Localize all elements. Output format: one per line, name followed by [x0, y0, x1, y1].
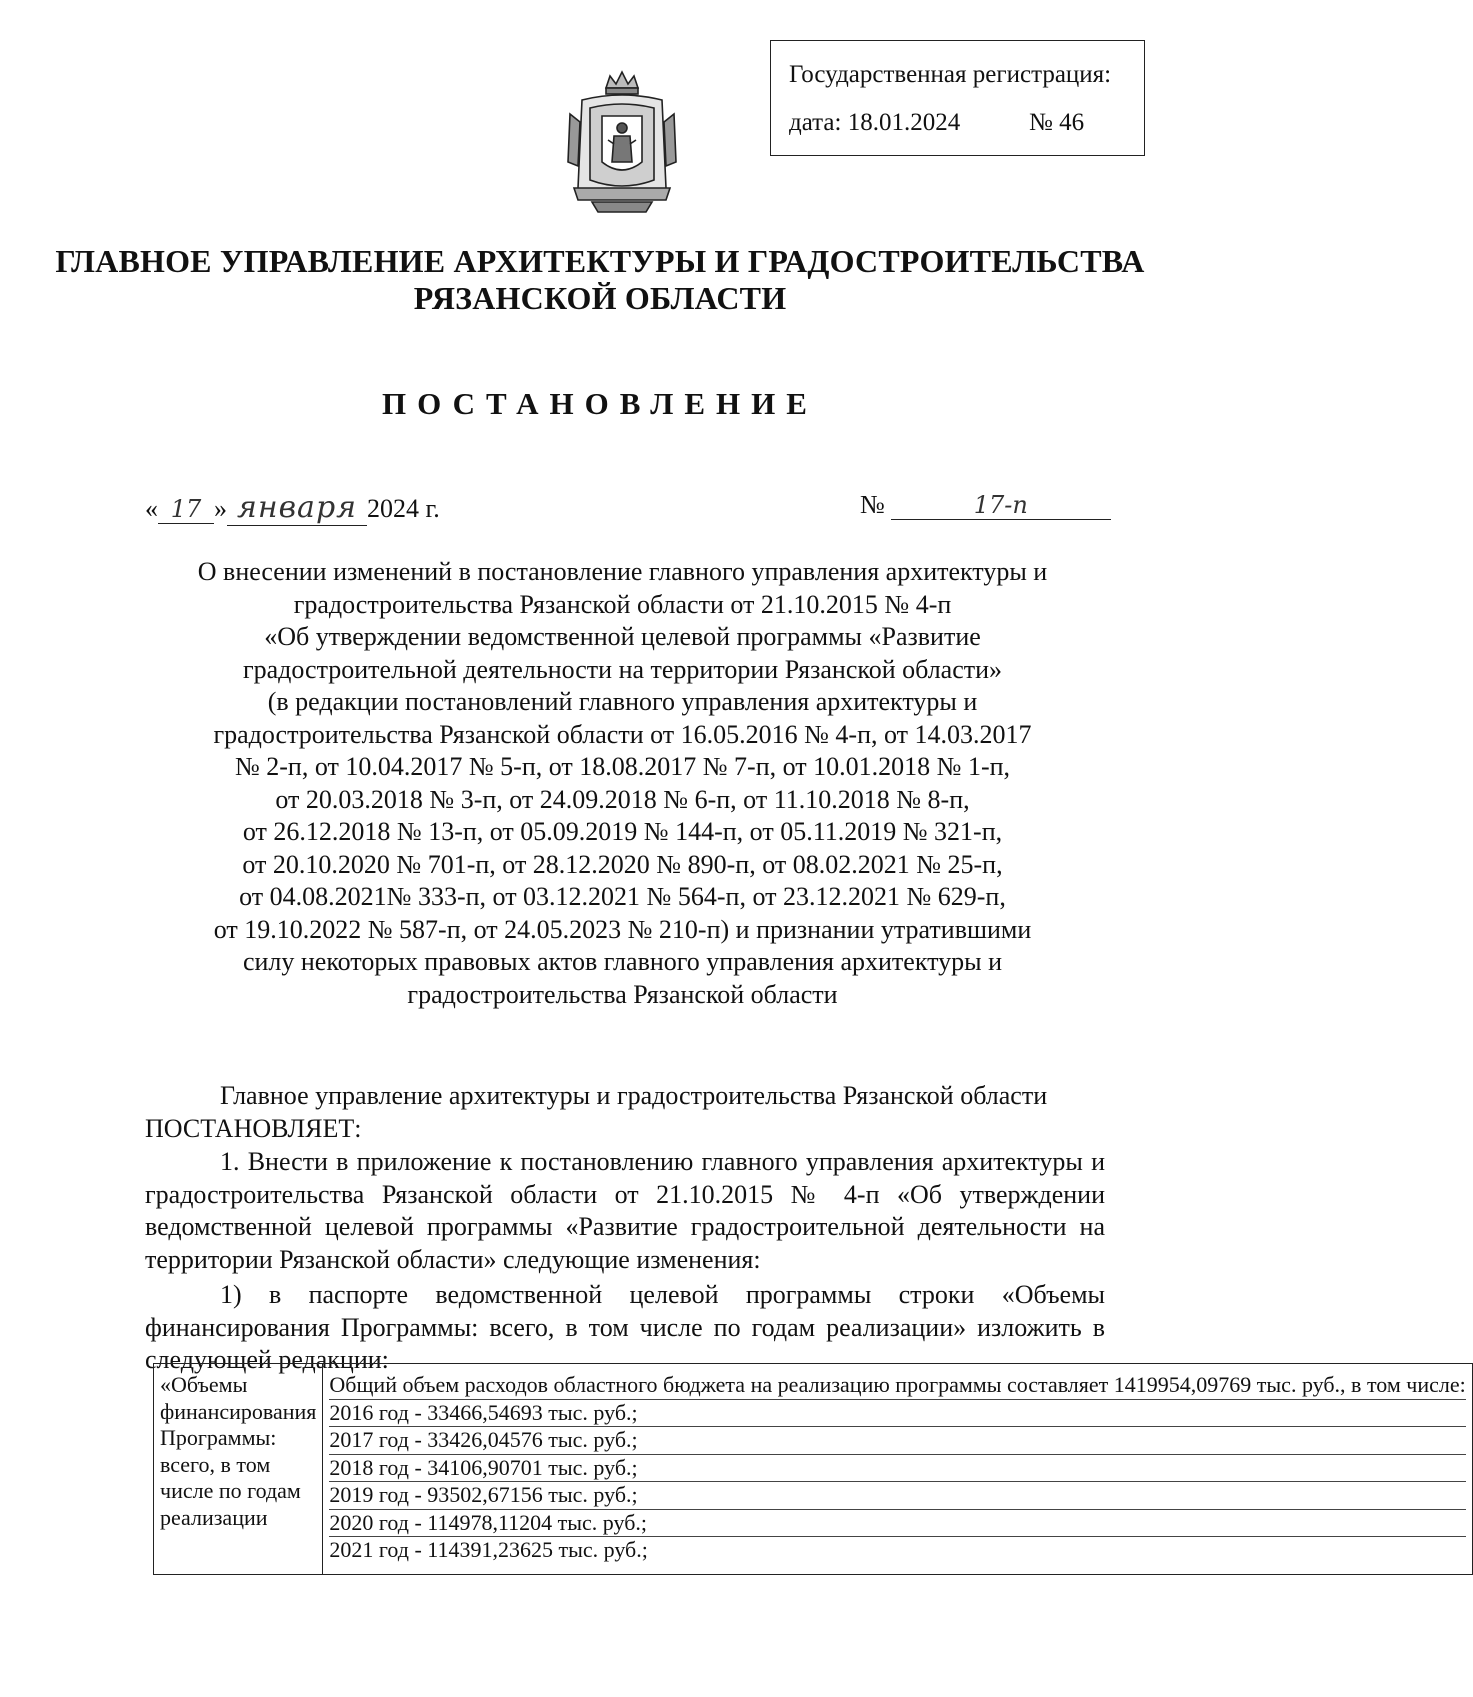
financing-values-cell — [323, 1364, 1472, 1575]
date-open-quote: « — [145, 494, 158, 523]
date-close-quote: » — [214, 494, 227, 523]
financing-table — [153, 1363, 1473, 1575]
document-title — [140, 556, 1105, 1011]
financing-year-row: 2020 год - 114978,11204 тыс. руб.; — [329, 1510, 1465, 1538]
registration-details — [789, 109, 1085, 137]
handwritten-day: 17 — [158, 495, 214, 524]
title-line: № 2-п, от 10.04.2017 № 5-п, от 18.08.2017 № 7-п, от 10.01.2018 № 1-п, — [234, 752, 1011, 781]
body-intro: Главное управление архитектуры и градостроительства Рязанской области — [220, 1081, 1048, 1110]
title-line: градостроительства Рязанской области от 21.10.2015 № 4-п — [293, 589, 952, 619]
table-row — [154, 1364, 1473, 1575]
registration-title: Государственная регистрация: — [789, 61, 1112, 88]
registration-date: дата: 18.01.2024 — [789, 109, 961, 136]
title-line: от 04.08.2021№ 333-п, от 03.12.2021 № 564-п, от 23.12.2021 № 629-п, — [239, 882, 1006, 911]
registration-box — [770, 40, 1145, 156]
handwritten-month: января — [227, 490, 367, 526]
title-line: силу некоторых правовых актов главного управления архитектуры и — [242, 947, 1003, 976]
financing-label-cell: «Объемы финансирования Программы: всего, в том числе по годам реализации — [154, 1364, 323, 1575]
title-line: О внесении изменений в постановление главного управления архитектуры и — [197, 557, 1048, 586]
financing-total: Общий объем расходов областного бюджета на реализацию программы составляет 1419954,09769 тыс. руб., в том числе: — [329, 1372, 1465, 1400]
organization-name-line-1: ГЛАВНОЕ УПРАВЛЕНИЕ АРХИТЕКТУРЫ И ГРАДОСТРОИТЕЛЬСТВА — [55, 243, 1145, 279]
financing-year-row: 2018 год - 34106,90701 тыс. руб.; — [329, 1455, 1465, 1483]
financing-year-row: 2016 год - 33466,54693 тыс. руб.; — [329, 1400, 1465, 1428]
number-label: № — [860, 490, 885, 519]
title-line: (в редакции постановлений главного управления архитектуры и — [267, 687, 978, 716]
organization-name-line-2: РЯЗАНСКОЙ ОБЛАСТИ — [413, 280, 787, 316]
resolution-date — [145, 490, 440, 526]
title-line: градостроительной деятельности на территории Рязанской области» — [242, 654, 1003, 684]
financing-year-row: 2021 год - 114391,23625 тыс. руб.; — [329, 1537, 648, 1562]
title-line: градостроительства Рязанской области — [407, 979, 838, 1009]
body-resolves: ПОСТАНОВЛЯЕТ: — [145, 1114, 362, 1143]
title-line: «Об утверждении ведомственной целевой программы «Развитие — [264, 622, 981, 651]
title-line: от 20.03.2018 № 3-п, от 24.09.2018 № 6-п, от 11.10.2018 № 8-п, — [275, 784, 970, 814]
title-line: от 20.10.2020 № 701-п, от 28.12.2020 № 890-п, от 08.02.2021 № 25-п, — [242, 849, 1003, 879]
financing-year-row: 2017 год - 33426,04576 тыс. руб.; — [329, 1427, 1465, 1455]
title-line: градостроительства Рязанской области от 16.05.2016 № 4-п, от 14.03.2017 — [213, 719, 1032, 749]
resolution-number — [860, 490, 1111, 520]
financing-year-row: 2019 год - 93502,67156 тыс. руб.; — [329, 1482, 1465, 1510]
handwritten-number: 17-п — [891, 491, 1111, 520]
body-paragraph-1: 1. Внести в приложение к постановлению главного управления архитектуры и градостроительства Рязанской области от 21.10.2015 № 4-п «Об утверждении ведомственной целевой программы «Развитие градостроительной деятельности на территории Рязанской области» следующие изменения: — [145, 1147, 1105, 1274]
date-year: 2024 г. — [367, 494, 440, 523]
title-line: от 19.10.2022 № 587-п, от 24.05.2023 № 210-п) и признании утратившими — [213, 914, 1032, 944]
title-line: от 26.12.2018 № 13-п, от 05.09.2019 № 144-п, от 05.11.2019 № 321-п, — [242, 817, 1003, 846]
registration-number: № 46 — [1029, 109, 1085, 136]
document-type-heading: ПОСТАНОВЛЕНИЕ — [382, 386, 818, 421]
ryazan-coat-of-arms-icon — [562, 70, 682, 220]
body-paragraph-2: 1) в паспорте ведомственной целевой программы строки «Объемы финансирования Программы: всего, в том числе по годам реализации» изложить в следующей редакции: — [145, 1280, 1105, 1374]
